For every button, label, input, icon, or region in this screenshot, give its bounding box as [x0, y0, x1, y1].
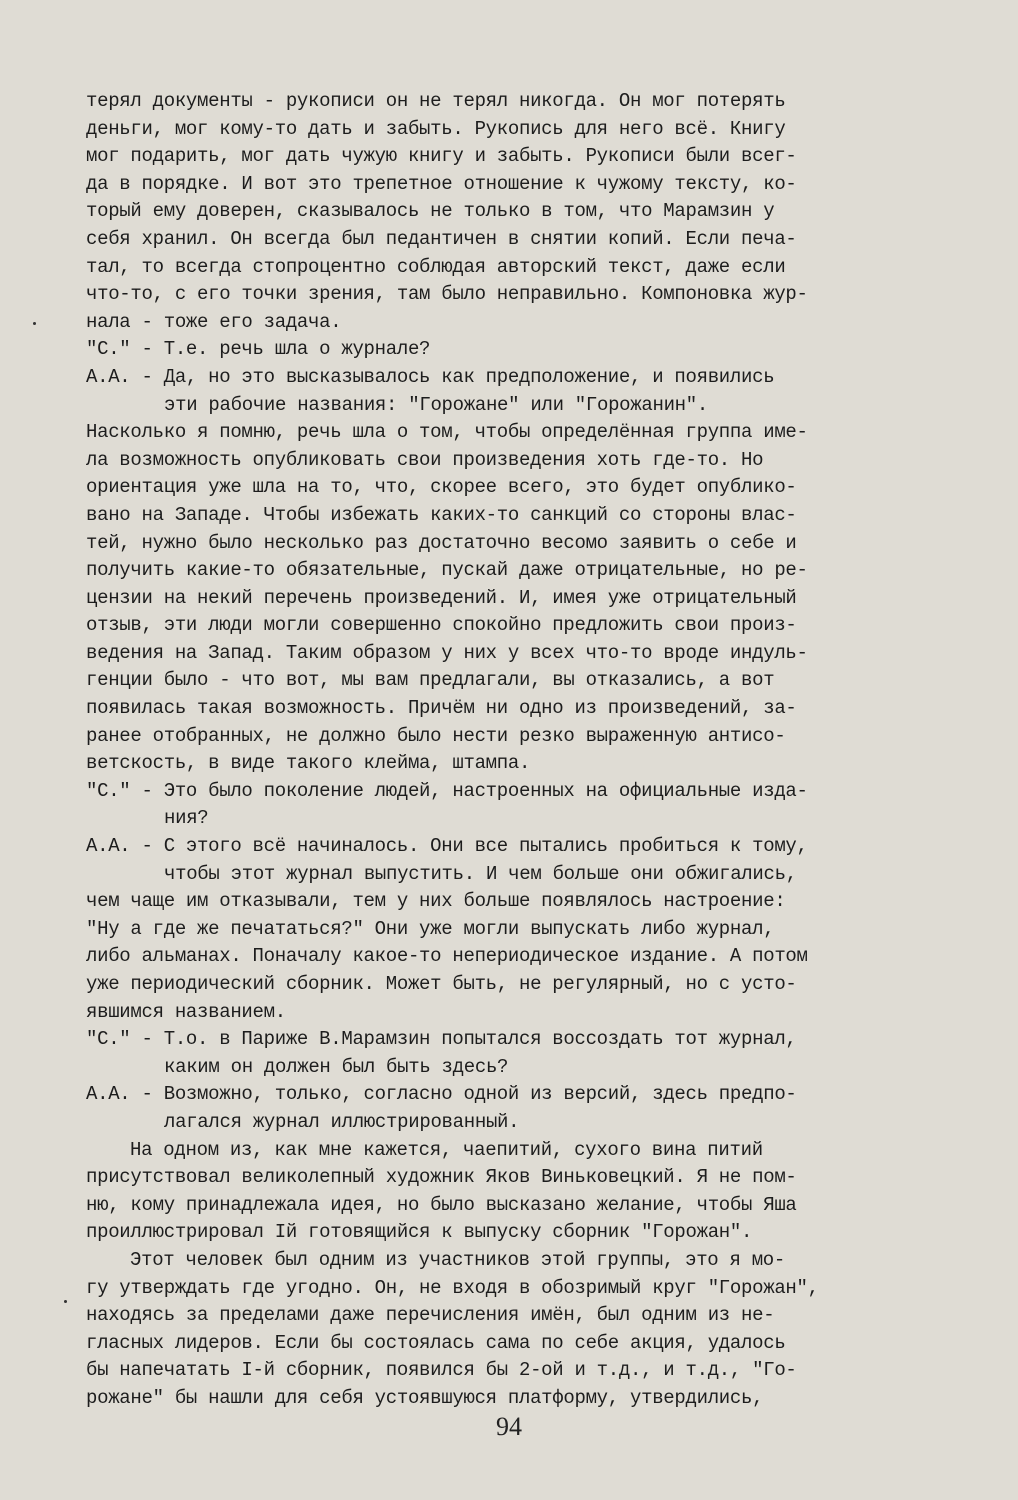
- text-line: мог подарить, мог дать чужую книгу и забыть. Рукописи были всег-: [86, 145, 797, 168]
- text-line: ветскость, в виде такого клейма, штампа.: [86, 752, 531, 775]
- text-line: ла возможность опубликовать свои произведения хоть где-то. Но: [86, 448, 764, 471]
- text-line: эти рабочие названия: "Горожане" или "Горожанин".: [164, 393, 708, 416]
- text-line: "Ну а где же печататься?" Они уже могли выпускать либо журнал,: [86, 917, 775, 940]
- text-line: явшимся названием.: [86, 1000, 286, 1023]
- text-line: отзыв, эти люди могли совершенно спокойно предложить свои произ-: [86, 614, 797, 637]
- text-line: что-то, с его точки зрения, там было неправильно. Компоновка жур-: [86, 283, 808, 306]
- text-line: присутствовал великолепный художник Яков Виньковецкий. Я не пом-: [86, 1166, 797, 1189]
- text-line: торый ему доверен, сказывалось не только в том, что Марамзин у: [86, 200, 775, 223]
- text-line: Насколько я помню, речь шла о том, чтобы определённая группа име-: [86, 421, 808, 444]
- text-line: тей, нужно было несколько раз достаточно весомо заявить о себе и: [86, 531, 797, 554]
- speck-mark: [33, 322, 36, 325]
- typewritten-body: [86, 88, 966, 1413]
- text-line: уже периодический сборник. Может быть, не регулярный, но с усто-: [86, 973, 797, 995]
- page-number: 94: [496, 1412, 522, 1441]
- text-line: либо альманах. Поначалу какое-то непериодическое издание. А потом: [86, 945, 808, 968]
- text-line: А.А. - Да, но это высказывалось как предположение, и появились: [86, 365, 775, 388]
- text-line: рожане" бы нашли для себя устоявшуюся платформу, утвердились,: [86, 1386, 764, 1409]
- text-line: вано на Западе. Чтобы избежать каких-то санкций со стороны влас-: [86, 503, 797, 526]
- text-line: А.А. - Возможно, только, согласно одной из версий, здесь предпо-: [86, 1083, 797, 1106]
- text-line: А.А. - С этого всё начиналось. Они все пытались пробиться к тому,: [86, 835, 808, 858]
- text-line: себя хранил. Он всегда был педантичен в снятии копий. Если печа-: [86, 227, 797, 250]
- text-line: проиллюстрировал Iй готовящийся к выпуску сборник "Горожан".: [86, 1221, 753, 1244]
- text-line: лагался журнал иллюстрированный.: [164, 1110, 520, 1133]
- text-line: деньги, мог кому-то дать и забыть. Рукопись для него всё. Книгу: [86, 117, 786, 140]
- text-line: ранее отобранных, не должно было нести резко выраженную антисо-: [86, 724, 786, 747]
- text-line: да в порядке. И вот это трепетное отношение к чужому тексту, ко-: [86, 172, 797, 195]
- text-line: тал, то всегда стопроцентно соблюдая авторский текст, даже если: [86, 255, 786, 278]
- text-line: каким он должен был быть здесь?: [164, 1055, 509, 1078]
- text-line: появилась такая возможность. Причём ни одно из произведений, за-: [86, 697, 797, 720]
- text-line: гласных лидеров. Если бы состоялась сама по себе акция, удалось: [86, 1331, 786, 1354]
- text-line: находясь за пределами даже перечисления имён, был одним из не-: [86, 1304, 775, 1327]
- text-line: ориентация уже шла на то, что, скорее всего, это будет опублико-: [86, 476, 797, 499]
- text-line: ния?: [164, 807, 209, 830]
- text-line: ведения на Запад. Таким образом у них у всех что-то вроде индуль-: [86, 641, 808, 664]
- text-line: бы напечатать I-й сборник, появился бы 2-ой и т.д., и т.д., "Го-: [86, 1359, 797, 1382]
- text-line: Этот человек был одним из участников этой группы, это я мо-: [130, 1248, 786, 1271]
- text-line: гу утверждать где угодно. Он, не входя в обозримый круг "Горожан",: [86, 1276, 819, 1299]
- text-line: "С." - Т.е. речь шла о журнале?: [86, 338, 431, 361]
- text-line: получить какие-то обязательные, пускай даже отрицательные, но ре-: [86, 559, 808, 582]
- text-line: терял документы - рукописи он не терял никогда. Он мог потерять: [86, 90, 786, 112]
- text-line: чем чаще им отказывали, тем у них больше появлялось настроение:: [86, 890, 786, 913]
- text-line: "С." - Это было поколение людей, настроенных на официальные изда-: [86, 779, 808, 802]
- text-line: "С." - Т.о. в Париже В.Марамзин попытался воссоздать тот журнал,: [86, 1028, 797, 1051]
- text-line: На одном из, как мне кажется, чаепитий, сухого вина питий: [130, 1138, 763, 1161]
- text-line: чтобы этот журнал выпустить. И чем больше они обжигались,: [164, 862, 797, 885]
- text-line: цензии на некий перечень произведений. И, имея уже отрицательный: [86, 586, 797, 609]
- text-line: генции было - что вот, мы вам предлагали, вы отказались, а вот: [86, 669, 775, 692]
- speck-mark: [64, 1300, 67, 1303]
- text-line: нала - тоже его задача.: [86, 310, 342, 333]
- text-line: ню, кому принадлежала идея, но было высказано желание, чтобы Яша: [86, 1193, 797, 1216]
